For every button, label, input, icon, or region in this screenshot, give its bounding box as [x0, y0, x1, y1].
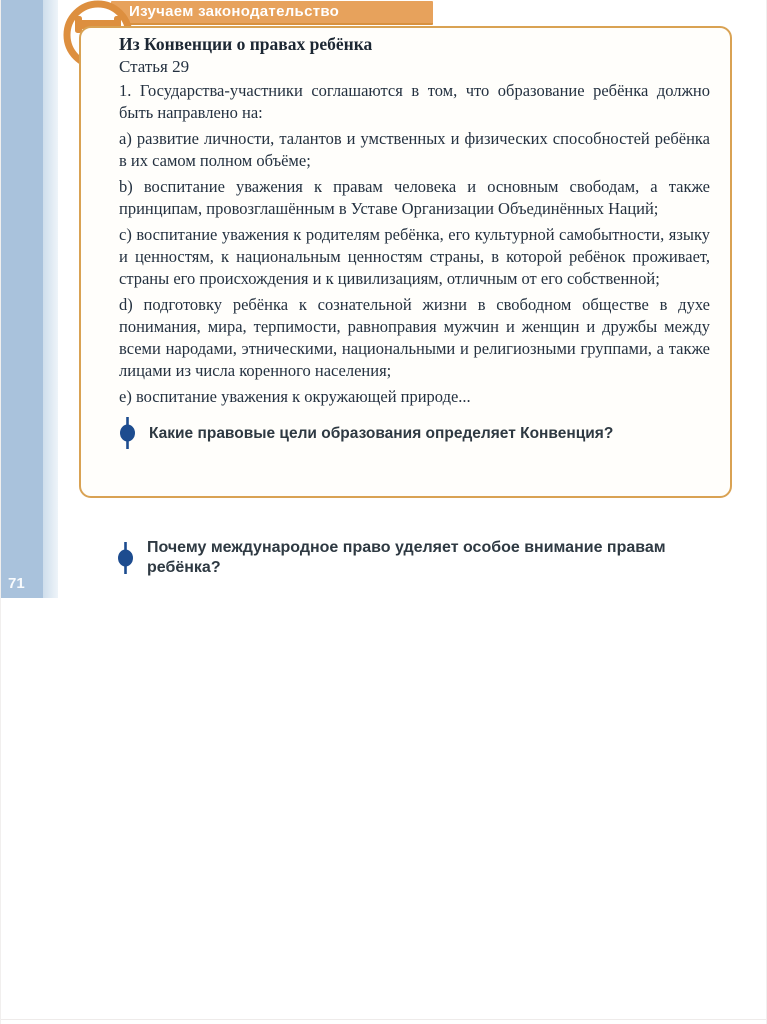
excerpt-item-b: b) воспитание уважения к правам человека и основным свободам, а также принципам, провозглашённым в Уставе Организации Объединённых Наций;	[119, 177, 710, 218]
footer-question-row	[117, 538, 739, 578]
excerpt-question: Какие правовые цели образования определяет Конвенция?	[149, 424, 614, 442]
pin-icon	[119, 417, 136, 449]
page-edge-strip-light	[43, 0, 58, 598]
excerpt-article: Статья 29	[119, 57, 190, 76]
law-excerpt-box	[79, 26, 732, 498]
excerpt-question-row	[119, 417, 710, 449]
excerpt-item-c: c) воспитание уважения к родителям ребёнка, его культурной самобытности, языку и ценностям, к национальным ценностям страны, в которой ребёнок проживает, страны его происхождения и к цивилизациям, отличным от его собственной;	[119, 225, 710, 288]
excerpt-intro: 1. Государства-участники соглашаются в том, что образование ребёнка должно быть направлено на:	[119, 81, 710, 122]
slide-bottom-border	[1, 1019, 766, 1020]
page-number: 71	[8, 575, 25, 592]
excerpt-title: Из Конвенции о правах ребёнка	[119, 34, 373, 54]
pin-icon	[117, 542, 134, 574]
rubric-title: Изучаем законодательство	[129, 3, 340, 20]
footer-question: Почему международное право уделяет особое внимание правам ребёнка?	[147, 539, 666, 576]
excerpt-item-a: a) развитие личности, талантов и умственных и физических способностей ребёнка в их самом полном объёме;	[119, 129, 710, 170]
excerpt-item-d: d) подготовку ребёнка к сознательной жизни в свободном обществе в духе понимания, мира, терпимости, равноправия мужчин и женщин и дружбы между всеми народами, этническими, национальными и религиозными группами, а также лицами из числа коренного населения;	[119, 295, 710, 380]
page-edge-strip	[1, 0, 43, 598]
rubric-bar	[111, 1, 433, 25]
excerpt-item-e: e) воспитание уважения к окружающей природе...	[119, 387, 471, 406]
